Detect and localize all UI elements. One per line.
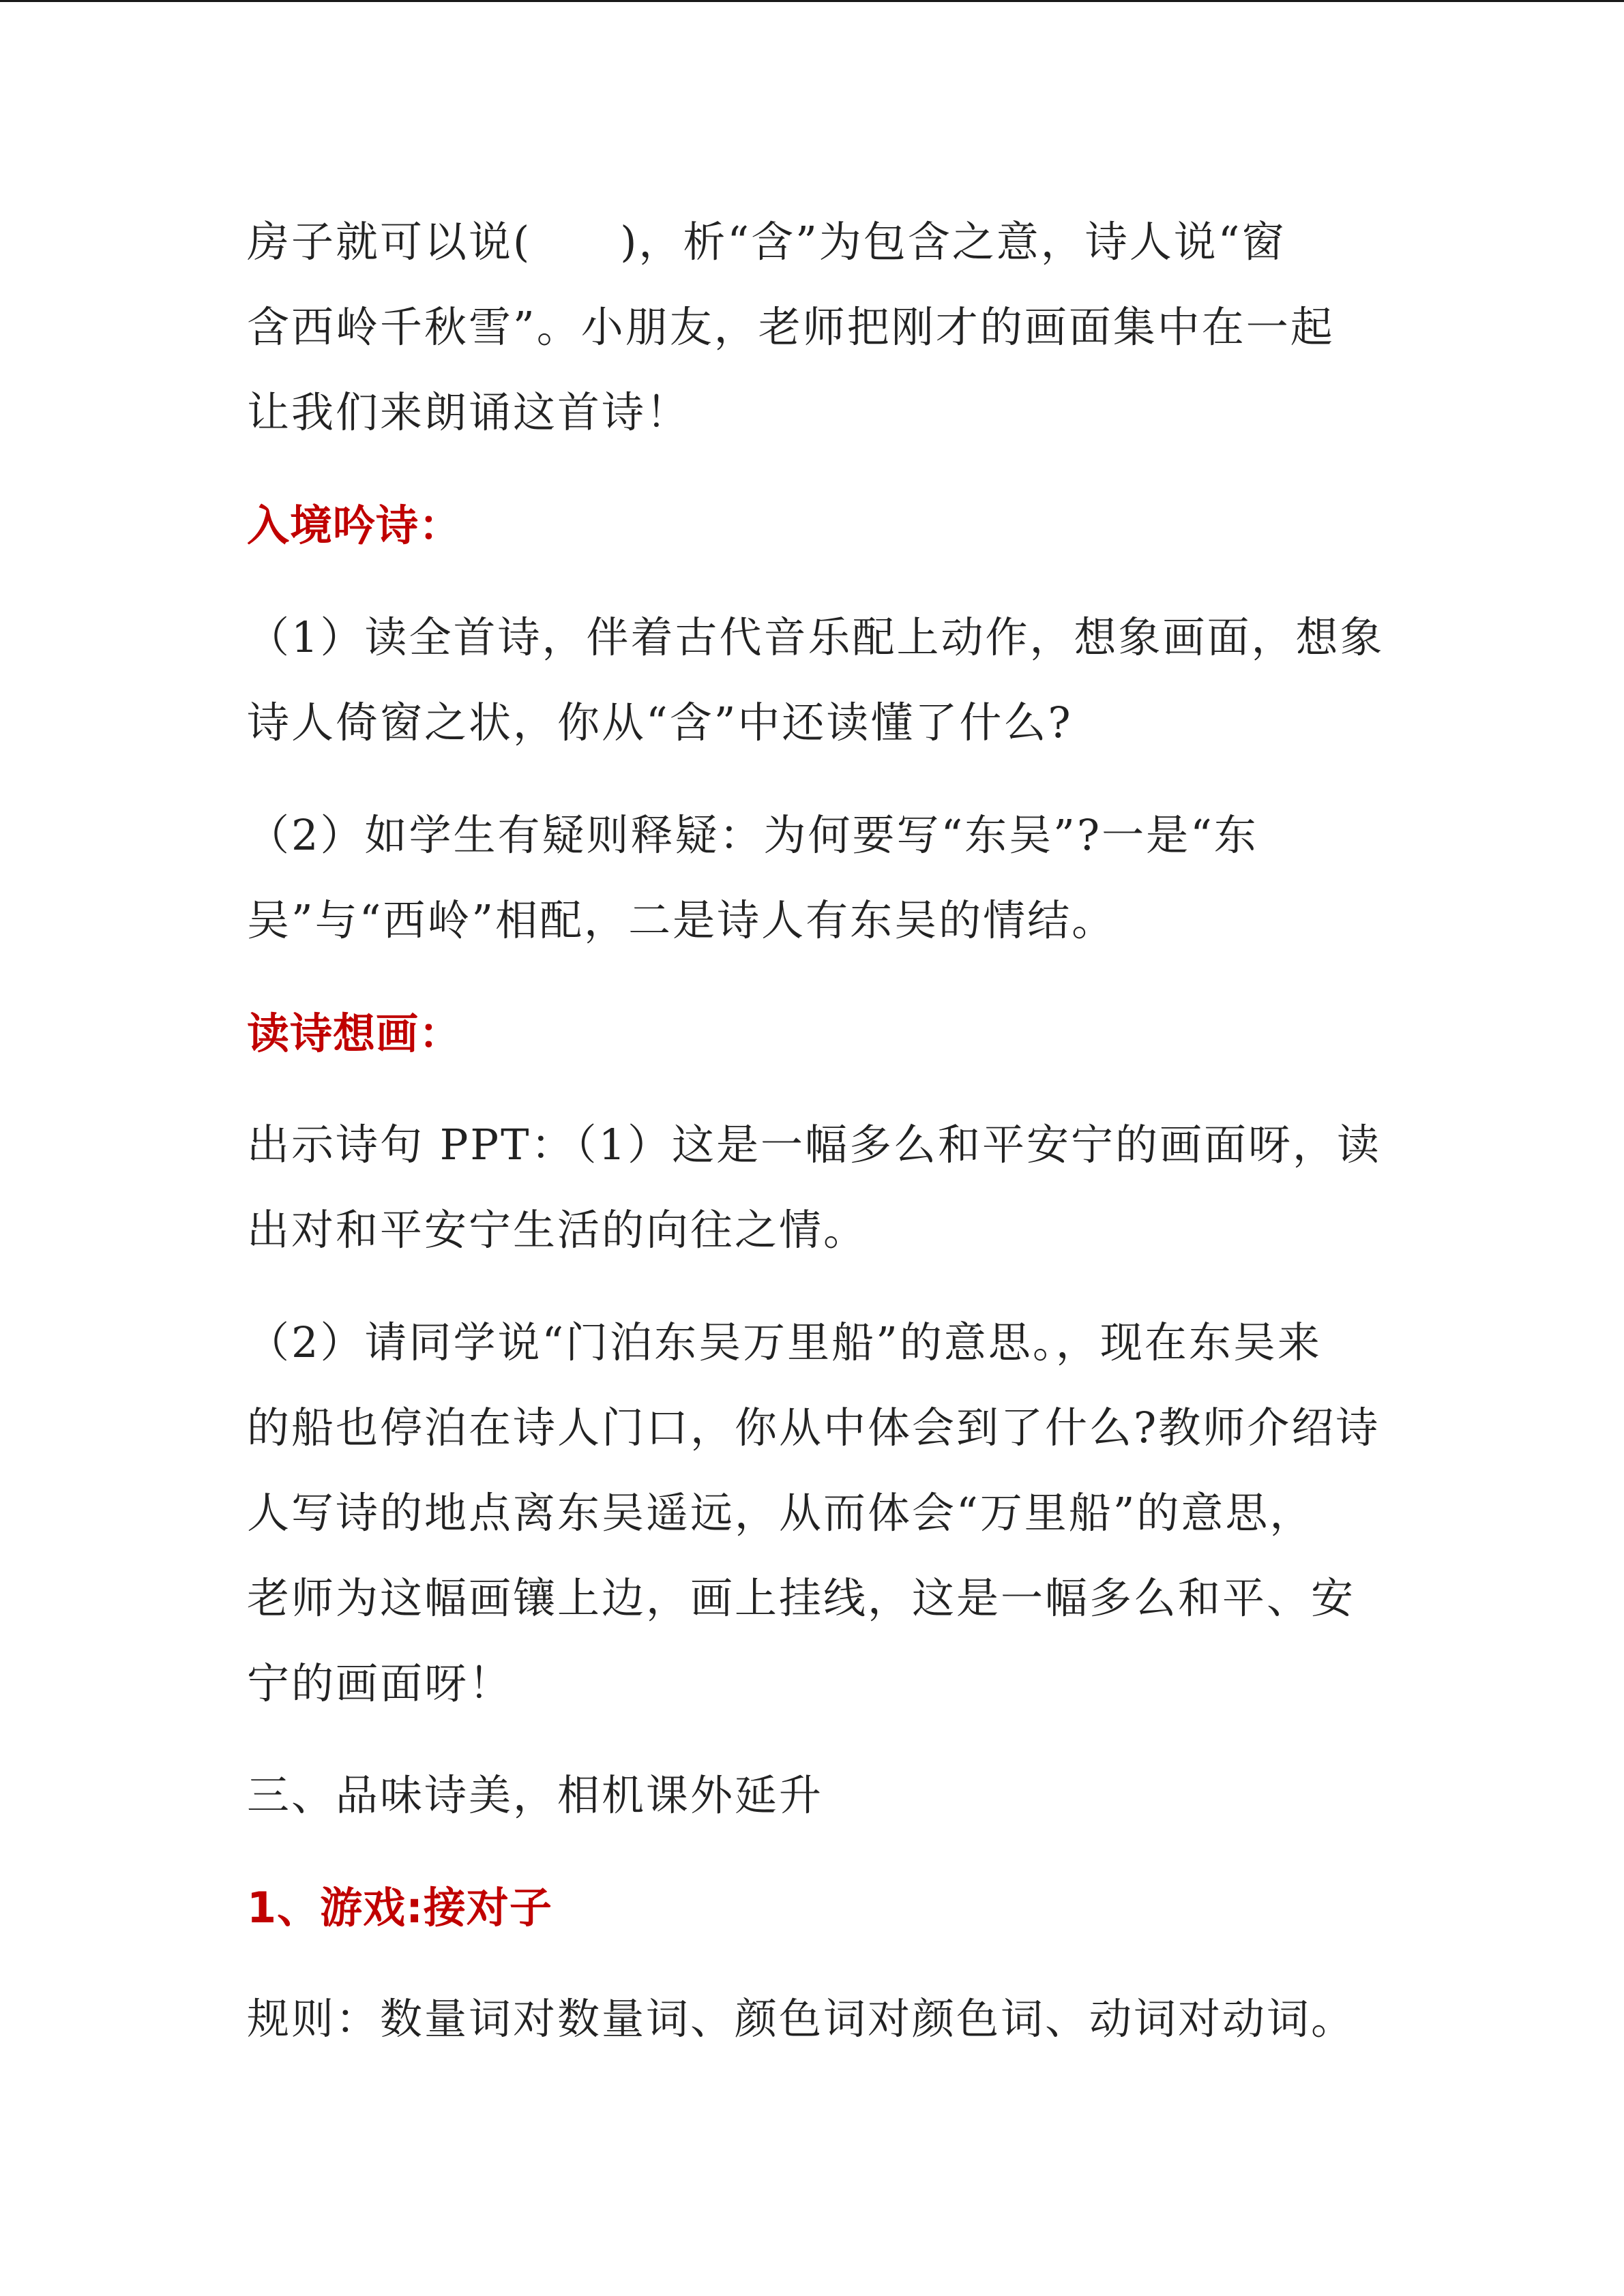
section-heading-enter-scene: 入境吟诗： [247,501,462,550]
paragraph-rules: 规则：数量词对数量词、颜色词对颜色词、动词对动词。 [247,1994,1356,2044]
paragraph-line: （2）如学生有疑则释疑：为何要写“东吴”?一是“东 [247,810,1258,860]
paragraph-line: 房子就可以说( )，析“含”为包含之意，诗人说“窗 [247,217,1286,267]
paragraph-line: 人写诗的地点离东吴遥远，从而体会“万里船”的意思， [247,1488,1314,1538]
section-title-three: 三、品味诗美，相机课外延升 [247,1770,824,1820]
paragraph-line: （1）读全首诗，伴着古代音乐配上动作，想象画面，想象 [247,612,1385,662]
paragraph-line: 宁的画面呀！ [247,1658,514,1708]
paragraph-line: 出示诗句 PPT：（1）这是一幅多么和平安宁的画面呀，读 [247,1120,1381,1169]
paragraph-line: （2）请同学说“门泊东吴万里船”的意思。，现在东吴来 [247,1317,1322,1367]
paragraph-line: 含西岭千秋雪”。小朋友，老师把刚才的画面集中在一起 [247,302,1335,352]
paragraph-line: 诗人倚窗之状，你从“含”中还读懂了什么? [247,698,1073,747]
paragraph-line: 吴”与“西岭”相配，二是诗人有东吴的情结。 [247,895,1117,945]
section-heading-game: 1、游戏:接对子 [247,1883,552,1933]
section-heading-read-imagine: 读诗想画： [247,1009,462,1058]
paragraph-line: 的船也停泊在诗人门口，你从中体会到了什么?教师介绍诗 [247,1403,1381,1452]
paragraph-line: 出对和平安宁生活的向往之情。 [247,1205,868,1255]
paragraph-line: 老师为这幅画镶上边，画上挂线，这是一幅多么和平、安 [247,1573,1356,1623]
paragraph-line: 让我们来朗诵这首诗！ [247,387,691,437]
